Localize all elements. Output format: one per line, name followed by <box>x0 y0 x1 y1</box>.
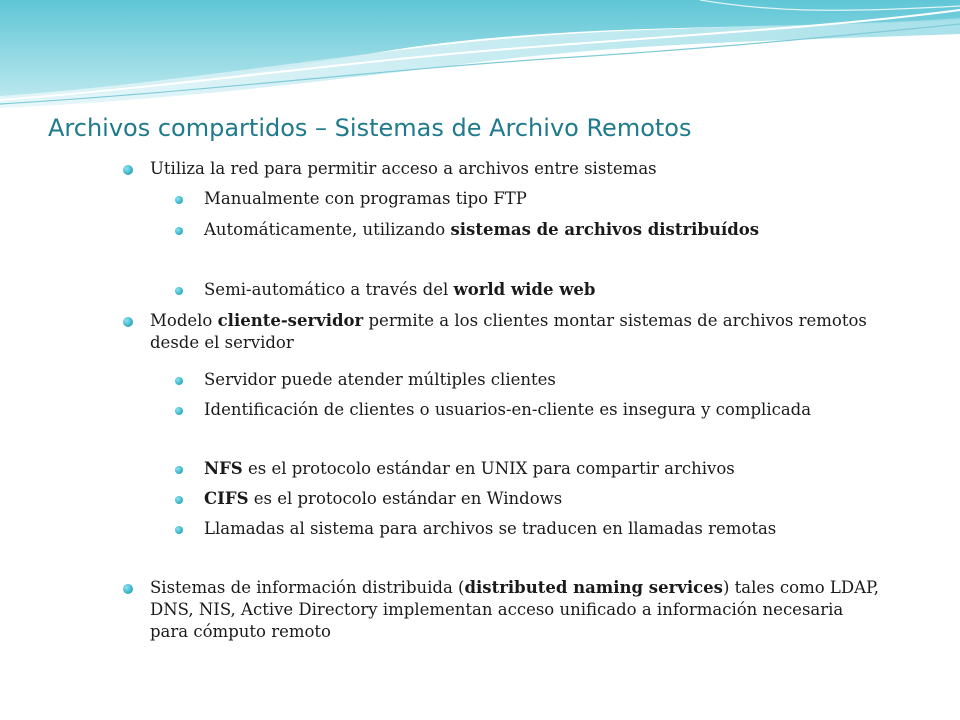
bullet-text: Semi-automático a través del <box>204 280 454 299</box>
bullet-text-bold: CIFS <box>204 489 249 508</box>
slide-title: Archivos compartidos – Sistemas de Archivo Remotos <box>48 114 692 142</box>
sub-bullet-item <box>204 399 880 421</box>
bullet-dot-icon <box>175 196 183 204</box>
header-wave-decoration <box>0 0 960 130</box>
bullet-text-bold: NFS <box>204 459 243 478</box>
bullet-text: permite a los clientes montar sistemas de archivos remotos desde el servidor <box>150 311 867 352</box>
bullet-text: Servidor puede atender múltiples clientes <box>204 370 556 389</box>
bullet-dot-icon <box>175 526 183 534</box>
sub-bullet-item <box>204 219 880 241</box>
bullet-dot-icon <box>175 287 183 295</box>
sub-bullet-item <box>204 488 880 510</box>
bullet-dot-icon <box>175 496 183 504</box>
bullet-dot-icon <box>123 584 133 594</box>
bullet-item <box>150 577 880 643</box>
bullet-text: Llamadas al sistema para archivos se traducen en llamadas remotas <box>204 519 777 538</box>
sub-bullet-item <box>204 518 880 540</box>
bullet-dot-icon <box>175 377 183 385</box>
bullet-text: Manualmente con programas tipo FTP <box>204 189 527 208</box>
bullet-dot-icon <box>175 407 183 415</box>
sub-bullet-item <box>204 369 880 391</box>
bullet-text: Sistemas de información distribuida ( <box>150 578 465 597</box>
bullet-text-bold: cliente-servidor <box>217 311 364 330</box>
bullet-text: Modelo <box>150 311 218 330</box>
bullet-text-bold: distributed naming services <box>464 578 723 597</box>
sub-bullet-item <box>204 458 880 480</box>
bullet-dot-icon <box>175 466 183 474</box>
bullet-item <box>150 310 880 354</box>
bullet-dot-icon <box>123 165 133 175</box>
bullet-dot-icon <box>123 317 133 327</box>
bullet-text: ) tales como LDAP, DNS, NIS, Active Directory implementan acceso unificado a información necesaria para cómputo remoto <box>150 578 879 641</box>
bullet-text: Utiliza la red para permitir acceso a archivos entre sistemas <box>150 159 657 178</box>
bullet-text: es el protocolo estándar en Windows <box>248 489 563 508</box>
bullet-dot-icon <box>175 227 183 235</box>
bullet-text-bold: world wide web <box>453 280 596 299</box>
bullet-text-bold: sistemas de archivos distribuídos <box>450 220 760 239</box>
bullet-text: Automáticamente, utilizando <box>204 220 451 239</box>
bullet-text: Identificación de clientes o usuarios-en-cliente es insegura y complicada <box>204 400 812 419</box>
bullet-text: es el protocolo estándar en UNIX para compartir archivos <box>242 459 735 478</box>
bullet-item <box>150 158 880 180</box>
sub-bullet-item <box>204 279 880 301</box>
sub-bullet-item <box>204 188 880 210</box>
